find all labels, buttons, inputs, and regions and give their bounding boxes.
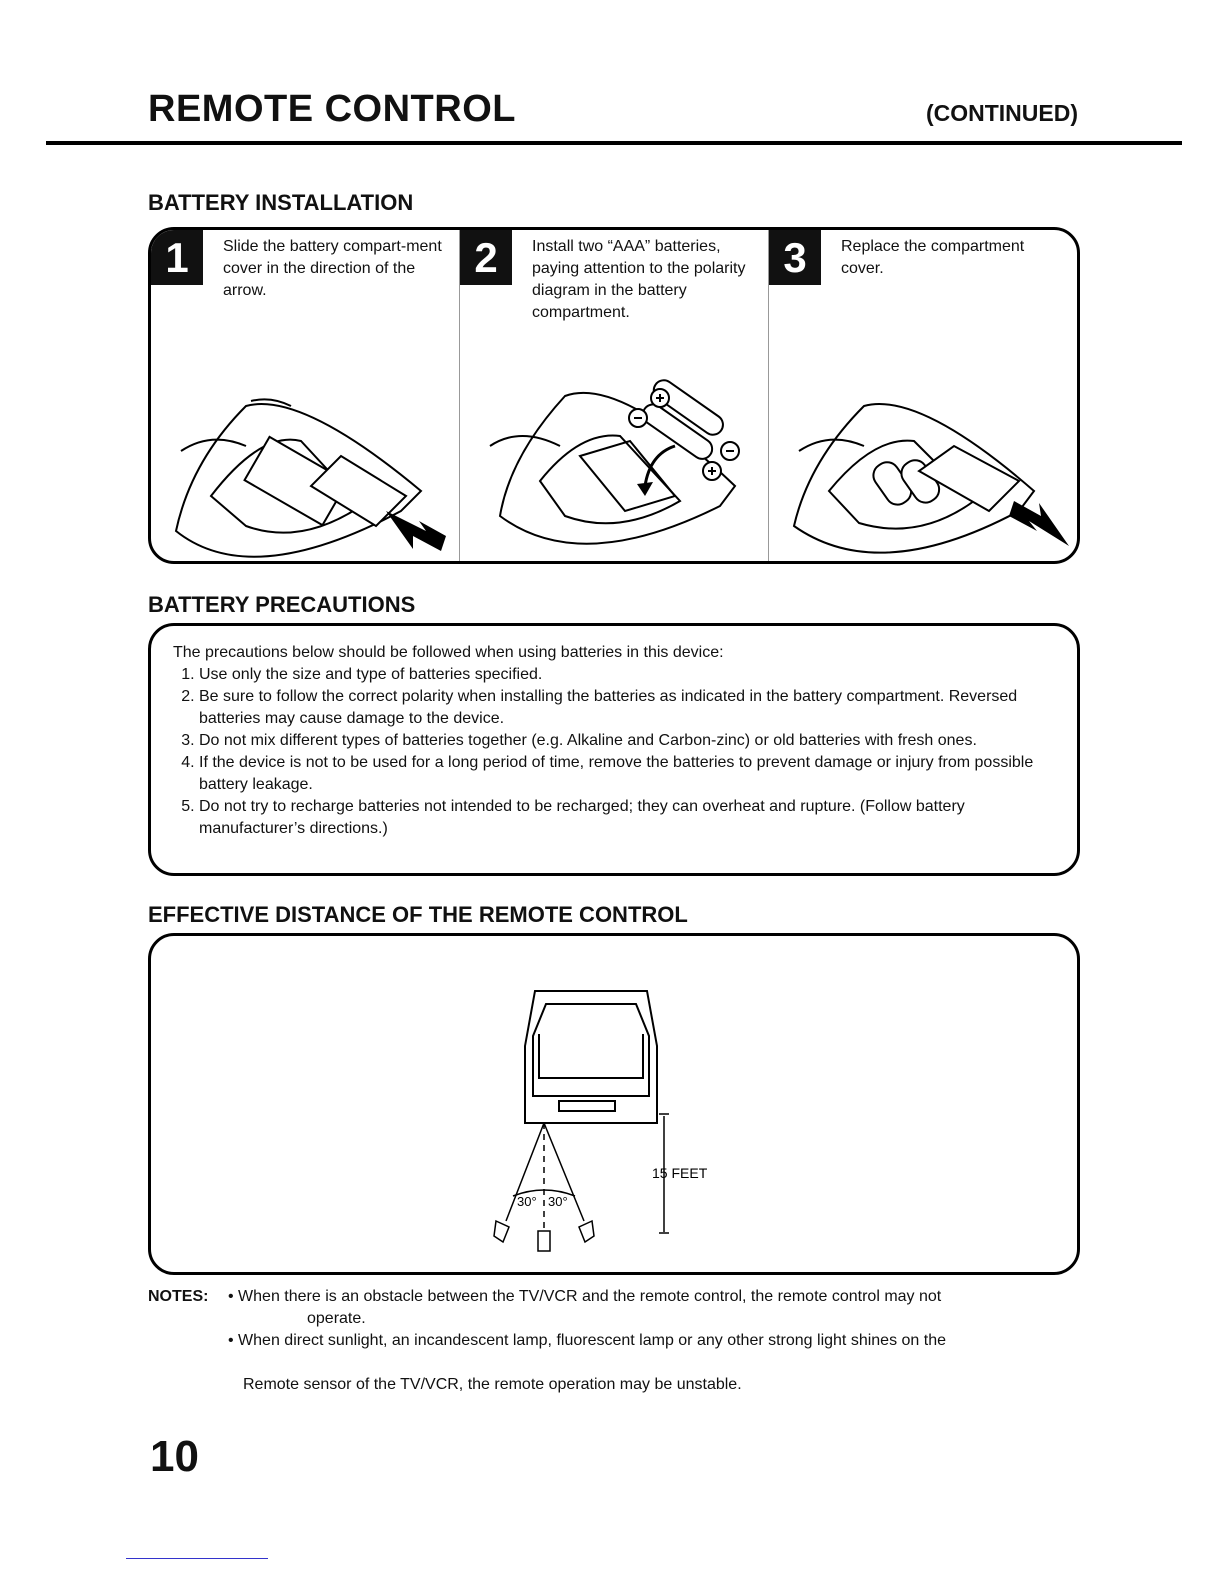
note-2-line-2: Remote sensor of the TV/VCR, the remote operation may be unstable.	[243, 1376, 742, 1393]
precaution-item: 2. Be sure to follow the correct polarity when installing the batteries as indicated in the battery compartment. Reversed batteries may cause damage to the device.	[199, 686, 1053, 730]
precautions-list	[173, 664, 1053, 840]
battery-installation-panel	[148, 227, 1080, 564]
step-2-number: 2	[460, 230, 512, 285]
step-1	[151, 230, 460, 561]
remote-close-cover-illustration	[769, 361, 1079, 561]
remote-left-icon	[494, 1221, 509, 1242]
header-rule	[46, 141, 1182, 145]
precaution-item: 1. Use only the size and type of batteries specified.	[199, 664, 1053, 686]
step-1-number: 1	[151, 230, 203, 285]
continued-label: (CONTINUED)	[925, 100, 1078, 126]
step-3-number: 3	[769, 230, 821, 285]
step-3-text: Replace the compartment cover.	[841, 238, 1025, 277]
step-3	[769, 230, 1077, 561]
footer-rule	[126, 1558, 268, 1559]
step-2	[460, 230, 769, 561]
precaution-item: 3. Do not mix different types of batteries together (e.g. Alkaline and Carbon-zinc) or old batteries with fresh ones.	[199, 730, 1053, 752]
precaution-item: 4. If the device is not to be used for a long period of time, remove the batteries to prevent damage or injury from possible battery leakage.	[199, 752, 1053, 796]
effective-distance-panel	[148, 933, 1080, 1275]
distance-label: 15 FEET	[652, 1165, 708, 1181]
remote-open-cover-illustration	[151, 361, 461, 561]
battery-precautions-panel	[148, 623, 1080, 876]
battery-installation-title: BATTERY INSTALLATION	[148, 190, 414, 215]
effective-distance-title: EFFECTIVE DISTANCE OF THE REMOTE CONTROL	[148, 902, 688, 927]
remote-right-icon	[579, 1221, 594, 1242]
note-1-line-1: • When there is an obstacle between the TV/VCR and the remote control, the remote control may not	[228, 1288, 942, 1305]
note-1-line-2: operate.	[307, 1310, 366, 1327]
step-2-text: Install two “AAA” batteries, paying attention to the polarity diagram in the battery compartment.	[532, 238, 746, 321]
left-angle-label: 30°	[517, 1194, 537, 1209]
precautions-intro: The precautions below should be followed when using batteries in this device:	[173, 644, 724, 661]
page-number: 10	[150, 1432, 199, 1481]
step-1-text: Slide the battery compart-ment cover in the direction of the arrow.	[223, 238, 442, 299]
remote-insert-batteries-illustration	[460, 336, 770, 561]
notes-label: NOTES:	[148, 1288, 209, 1305]
tv-cabinet	[525, 991, 657, 1123]
right-angle-label: 30°	[548, 1194, 568, 1209]
distance-diagram	[151, 936, 1077, 1272]
page-title: REMOTE CONTROL	[148, 88, 516, 130]
remote-center-icon	[538, 1231, 550, 1251]
battery-precautions-title: BATTERY PRECAUTIONS	[148, 592, 416, 617]
precaution-item: 5. Do not try to recharge batteries not intended to be recharged; they can overheat and rupture. (Follow battery manufacturer’s directions.)	[199, 796, 1053, 840]
note-2-line-1: • When direct sunlight, an incandescent lamp, fluorescent lamp or any other strong light shines on the	[228, 1332, 946, 1349]
